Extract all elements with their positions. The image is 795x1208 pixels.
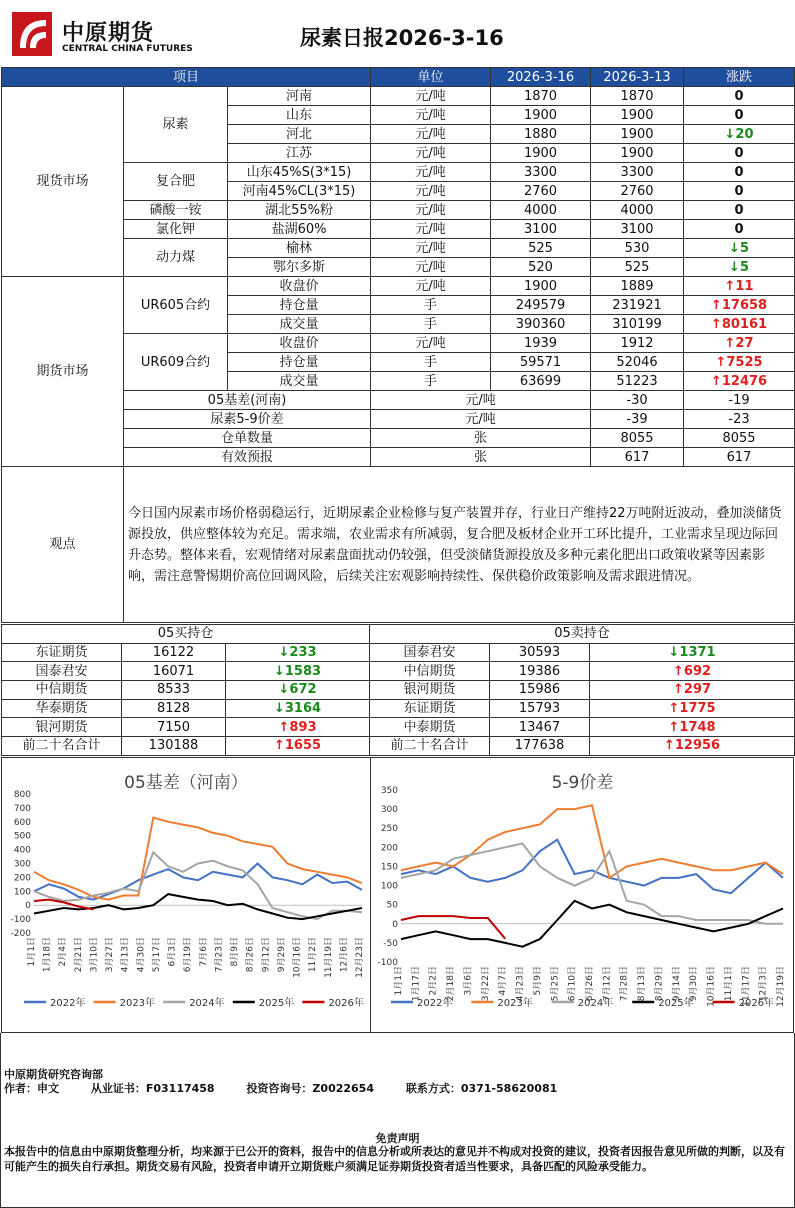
item-name: 收盘价 (228, 334, 371, 353)
x-tick-label: 3月22日 (480, 966, 491, 1002)
x-tick-label: 10月16日 (706, 966, 717, 1007)
group-label: UR609合约 (124, 334, 228, 391)
sell-volume: 177638 (490, 737, 590, 756)
sell-volume: 19386 (490, 662, 590, 681)
buy-volume: 16071 (122, 662, 226, 681)
current-value: -30 (591, 391, 684, 410)
header-change: 涨跌 (684, 68, 795, 87)
x-tick-label: 7月23日 (214, 937, 225, 973)
change-value: 0 (684, 220, 795, 239)
table-row (2, 718, 795, 737)
item-name: 盐湖60% (228, 220, 371, 239)
y-tick-label: 300 (380, 805, 398, 816)
previous-value: 1912 (591, 334, 684, 353)
chart-basis (2, 758, 370, 1032)
current-value: 1939 (491, 334, 591, 353)
previous-value: 3300 (591, 163, 684, 182)
current-value: 390360 (491, 315, 591, 334)
x-tick-label: 9月14日 (671, 966, 682, 1002)
previous-value: 617 (684, 448, 795, 467)
position-table (1, 624, 795, 756)
y-tick-label: 350 (380, 786, 398, 796)
group-label: 动力煤 (124, 239, 228, 277)
buy-change: ↓233 (226, 643, 370, 662)
legend-label: 2026年 (328, 998, 364, 1009)
x-tick-label: 4月7日 (498, 966, 509, 996)
x-tick-label: 11月1日 (723, 966, 734, 1002)
x-tick-label: 8月29日 (654, 966, 665, 1002)
current-value: 617 (591, 448, 684, 467)
y-tick-label: 100 (380, 881, 398, 892)
sell-change: ↑1775 (590, 699, 795, 718)
x-tick-label: 8月13日 (637, 966, 648, 1002)
y-tick-label: 100 (13, 887, 31, 898)
buy-volume: 8533 (122, 681, 226, 700)
buy-broker: 国泰君安 (2, 662, 122, 681)
y-tick-label: -200 (10, 929, 31, 939)
sell-broker: 中泰期货 (370, 718, 490, 737)
x-tick-label: 4月30日 (136, 937, 147, 973)
legend-label: 2022年 (50, 998, 86, 1009)
header-item: 项目 (2, 68, 371, 87)
sell-change: ↑692 (590, 662, 795, 681)
group-label: 磷酸一铵 (124, 201, 228, 220)
current-value: 1900 (491, 144, 591, 163)
series-line (34, 864, 362, 900)
disclaimer-title: 免责声明 (375, 1132, 420, 1145)
view-label: 观点 (2, 467, 124, 623)
sell-title: 05卖持仓 (370, 625, 795, 644)
previous-value: 530 (591, 239, 684, 258)
unit-cell: 手 (371, 353, 491, 372)
x-tick-label: 5月17日 (151, 937, 162, 973)
x-tick-label: 8月9日 (230, 937, 241, 967)
unit-cell: 手 (371, 372, 491, 391)
change-value: ↑12476 (684, 372, 795, 391)
change-value: 0 (684, 106, 795, 125)
table-row (2, 681, 795, 700)
footer-author: 作者：申文 (4, 1082, 59, 1095)
buy-change: ↓672 (226, 681, 370, 700)
chart-title-basis: 05基差（河南） (124, 773, 248, 793)
company-logo-icon (12, 12, 52, 56)
current-value: 3300 (491, 163, 591, 182)
previous-value: 51223 (591, 372, 684, 391)
buy-broker: 华泰期货 (2, 699, 122, 718)
table-row (2, 699, 795, 718)
chart-spread (371, 758, 794, 1032)
previous-value: 1900 (591, 144, 684, 163)
sell-volume: 13467 (490, 718, 590, 737)
legend-label: 2022年 (417, 998, 453, 1009)
previous-value: -23 (684, 410, 795, 429)
y-tick-label: -100 (10, 915, 31, 926)
legend-label: 2024年 (577, 998, 614, 1009)
x-tick-label: 2月2日 (428, 966, 439, 996)
x-tick-label: 4月13日 (120, 937, 131, 973)
y-tick-label: 400 (13, 845, 31, 856)
unit-cell: 手 (371, 296, 491, 315)
x-tick-label: 8月26日 (245, 937, 256, 973)
current-value: 249579 (491, 296, 591, 315)
section-label: 现货市场 (2, 87, 124, 277)
report-header (0, 0, 795, 67)
unit-cell: 元/吨 (371, 144, 491, 163)
disclaimer-text: 本报告中的信息由中原期货整理分析，均来源于已公开的资料，报告中的信息分析或所表达的意见并不构成对投资的建议，投资者因报告意见所做的判断，以及有可能产生的损失自行承担。期货交易有风险，投资者申请开立期货账户须满足证券期货投资者适当性要求，具备匹配的风险承受能力。 (4, 1145, 785, 1173)
sell-broker: 银河期货 (370, 681, 490, 700)
change-value: 0 (684, 144, 795, 163)
previous-value: 1900 (591, 125, 684, 144)
change-value: ↑11 (684, 277, 795, 296)
y-tick-label: -100 (377, 958, 398, 968)
report-title: 尿素日报2026-3-16 (300, 26, 504, 50)
buy-change: ↑893 (226, 718, 370, 737)
buy-broker: 前二十名合计 (2, 737, 122, 756)
current-value: 59571 (491, 353, 591, 372)
series-line (401, 844, 783, 924)
item-name: 榆林 (228, 239, 371, 258)
buy-broker: 银河期货 (2, 718, 122, 737)
footer-org: 中原期货研究咨询部 (4, 1068, 103, 1081)
y-tick-label: 0 (392, 919, 398, 930)
sell-volume: 15793 (490, 699, 590, 718)
table-row (2, 662, 795, 681)
x-tick-label: 12月19日 (776, 966, 786, 1007)
item-name: 山东 (228, 106, 371, 125)
change-value: ↓5 (684, 258, 795, 277)
sell-broker: 东证期货 (370, 699, 490, 718)
previous-value: 310199 (591, 315, 684, 334)
unit-cell: 元/吨 (371, 163, 491, 182)
y-tick-label: 800 (13, 790, 31, 800)
view-row (2, 467, 795, 623)
sell-volume: 15986 (490, 681, 590, 700)
x-tick-label: 12月23日 (355, 937, 365, 978)
x-tick-label: 7月28日 (619, 966, 630, 1002)
unit-cell: 元/吨 (371, 106, 491, 125)
x-tick-label: 9月29日 (276, 937, 287, 973)
previous-value: 52046 (591, 353, 684, 372)
unit-cell: 元/吨 (371, 277, 491, 296)
item-name: 山东45%S(3*15) (228, 163, 371, 182)
chart-basis-svg (2, 758, 370, 1032)
change-value: ↓20 (684, 125, 795, 144)
previous-value: 231921 (591, 296, 684, 315)
change-value: 0 (684, 163, 795, 182)
buy-change: ↑1655 (226, 737, 370, 756)
y-tick-label: 600 (13, 817, 31, 828)
buy-broker: 东证期货 (2, 643, 122, 662)
current-value: 2760 (491, 182, 591, 201)
item-name: 收盘价 (228, 277, 371, 296)
item-name: 尿素5-9价差 (124, 410, 371, 429)
unit-cell: 手 (371, 315, 491, 334)
legend-label: 2023年 (119, 998, 156, 1009)
x-tick-label: 2月21日 (73, 937, 84, 973)
unit-cell: 元/吨 (371, 239, 491, 258)
legend-label: 2025年 (658, 998, 694, 1009)
x-tick-label: 2月4日 (58, 937, 69, 967)
buy-volume: 16122 (122, 643, 226, 662)
sell-change: ↑297 (590, 681, 795, 700)
x-tick-label: 1月17日 (411, 966, 422, 1002)
x-tick-label: 4月23日 (515, 966, 526, 1002)
unit-cell: 元/吨 (371, 334, 491, 353)
view-text: 今日国内尿素市场价格弱稳运行，近期尿素企业检修与复产装置并存，行业日产维持22万吨附近波动，叠加淡储货源投放，供应整体较为充足。需求端，农业需求有所减弱，复合肥及板材企业开工环比提升，工业需求呈现边际回升态势。整体来看，宏观情绪对尿素盘面扰动仍较强，但受淡储货源投放及多种元素化肥出口政策收紧等因素影响，需注意警惕期价高位回调风险，后续关注宏观影响持续性、保供稳价政策影响及需求跟进情况。 (124, 467, 795, 623)
unit-cell: 元/吨 (371, 125, 491, 144)
x-tick-label: 12月3日 (758, 966, 769, 1002)
change-value: ↑27 (684, 334, 795, 353)
current-value: 525 (491, 239, 591, 258)
item-name: 成交量 (228, 315, 371, 334)
sell-volume: 30593 (490, 643, 590, 662)
unit-cell: 张 (371, 448, 591, 467)
footer-advisory: 投资咨询号：Z0022654 (246, 1082, 374, 1095)
item-name: 持仓量 (228, 353, 371, 372)
current-value: 8055 (591, 429, 684, 448)
y-tick-label: 200 (380, 843, 398, 854)
buy-change: ↓1583 (226, 662, 370, 681)
item-name: 湖北55%粉 (228, 201, 371, 220)
item-name: 05基差(河南) (124, 391, 371, 410)
footer-info (4, 1080, 585, 1096)
buy-volume: 8128 (122, 699, 226, 718)
unit-cell: 元/吨 (371, 391, 591, 410)
buy-change: ↓3164 (226, 699, 370, 718)
x-tick-label: 5月25日 (550, 966, 561, 1002)
previous-value: 2760 (591, 182, 684, 201)
unit-cell: 元/吨 (371, 258, 491, 277)
x-tick-label: 11月19日 (323, 937, 334, 978)
unit-cell: 张 (371, 429, 591, 448)
x-tick-label: 1月18日 (42, 937, 53, 973)
x-tick-label: 3月10日 (89, 937, 100, 973)
legend-label: 2026年 (738, 998, 775, 1009)
unit-cell: 元/吨 (371, 201, 491, 220)
item-name: 河南 (228, 87, 371, 106)
group-label: UR605合约 (124, 277, 228, 334)
company-name-en: CENTRAL CHINA FUTURES (62, 44, 193, 54)
footer-cert: 从业证书：F03117458 (90, 1082, 215, 1095)
table-row (2, 737, 795, 756)
change-value: ↑80161 (684, 315, 795, 334)
y-tick-label: 250 (380, 824, 398, 835)
x-tick-label: 7月12日 (602, 966, 613, 1002)
unit-cell: 元/吨 (371, 220, 491, 239)
item-name: 河南45%CL(3*15) (228, 182, 371, 201)
legend-label: 2023年 (497, 998, 533, 1009)
legend-label: 2025年 (258, 998, 295, 1009)
y-tick-label: 50 (386, 900, 398, 911)
current-value: -39 (591, 410, 684, 429)
x-tick-label: 3月6日 (463, 966, 474, 996)
table-row (2, 277, 795, 296)
item-name: 河北 (228, 125, 371, 144)
y-tick-label: 0 (25, 901, 31, 912)
y-tick-label: 200 (13, 873, 31, 884)
series-line (401, 840, 783, 894)
previous-value: -19 (684, 391, 795, 410)
market-table (1, 67, 795, 623)
change-value: 0 (684, 182, 795, 201)
x-tick-label: 6月10日 (567, 966, 578, 1002)
previous-value: 4000 (591, 201, 684, 220)
sell-change: ↑1748 (590, 718, 795, 737)
x-tick-label: 11月2日 (308, 937, 319, 973)
table-row (2, 643, 795, 662)
item-name: 持仓量 (228, 296, 371, 315)
sell-change: ↑12956 (590, 737, 795, 756)
x-tick-label: 9月12日 (261, 937, 272, 973)
x-tick-label: 6月3日 (167, 937, 178, 967)
group-label: 氯化钾 (124, 220, 228, 239)
current-value: 1900 (491, 277, 591, 296)
unit-cell: 元/吨 (371, 410, 591, 429)
y-tick-label: 150 (380, 862, 398, 873)
company-name-cn: 中原期货 (62, 21, 155, 46)
y-tick-label: 300 (13, 859, 31, 870)
current-value: 1870 (491, 87, 591, 106)
previous-value: 8055 (684, 429, 795, 448)
sell-broker: 中信期货 (370, 662, 490, 681)
x-tick-label: 6月19日 (183, 937, 194, 973)
change-value: ↑7525 (684, 353, 795, 372)
x-tick-label: 12月6日 (339, 937, 350, 973)
buy-volume: 7150 (122, 718, 226, 737)
x-tick-label: 10月16日 (292, 937, 303, 978)
previous-value: 1900 (591, 106, 684, 125)
previous-value: 1870 (591, 87, 684, 106)
sell-broker: 国泰君安 (370, 643, 490, 662)
series-line (34, 818, 362, 900)
y-tick-label: 500 (13, 831, 31, 842)
footer-contact: 联系方式：0371-58620081 (405, 1082, 558, 1095)
y-tick-label: 700 (13, 803, 31, 814)
buy-volume: 130188 (122, 737, 226, 756)
item-name: 仓单数量 (124, 429, 371, 448)
buy-title: 05买持仓 (2, 625, 370, 644)
change-value: ↑17658 (684, 296, 795, 315)
x-tick-label: 11月17日 (741, 966, 752, 1007)
x-tick-label: 6月26日 (585, 966, 595, 1002)
item-name: 鄂尔多斯 (228, 258, 371, 277)
item-name: 有效预报 (124, 448, 371, 467)
item-name: 成交量 (228, 372, 371, 391)
legend-label: 2024年 (189, 998, 225, 1009)
x-tick-label: 7月6日 (198, 937, 209, 967)
change-value: 0 (684, 201, 795, 220)
current-value: 1880 (491, 125, 591, 144)
previous-value: 1889 (591, 277, 684, 296)
current-value: 4000 (491, 201, 591, 220)
section-label: 期货市场 (2, 277, 124, 467)
charts-panel (1, 757, 794, 1033)
x-tick-label: 1月1日 (394, 966, 404, 996)
current-value: 63699 (491, 372, 591, 391)
group-label: 尿素 (124, 87, 228, 163)
series-line (401, 805, 783, 878)
previous-value: 525 (591, 258, 684, 277)
chart-title-spread: 5-9价差 (551, 773, 614, 793)
position-header-row (2, 625, 795, 644)
sell-broker: 前二十名合计 (370, 737, 490, 756)
group-label: 复合肥 (124, 163, 228, 201)
x-tick-label: 1月1日 (27, 937, 37, 967)
table-row (2, 87, 795, 106)
current-value: 1900 (491, 106, 591, 125)
header-unit: 单位 (371, 68, 491, 87)
table-header-row (2, 68, 795, 87)
y-tick-label: -50 (383, 938, 398, 949)
footer-frame (0, 1033, 795, 1208)
header-date-current: 2026-3-16 (491, 68, 591, 87)
current-value: 520 (491, 258, 591, 277)
previous-value: 3100 (591, 220, 684, 239)
change-value: 0 (684, 87, 795, 106)
x-tick-label: 5月9日 (532, 966, 543, 996)
header-date-previous: 2026-3-13 (591, 68, 684, 87)
sell-change: ↓1371 (590, 643, 795, 662)
x-tick-label: 3月27日 (105, 937, 116, 973)
unit-cell: 元/吨 (371, 87, 491, 106)
change-value: ↓5 (684, 239, 795, 258)
buy-broker: 中信期货 (2, 681, 122, 700)
unit-cell: 元/吨 (371, 182, 491, 201)
current-value: 3100 (491, 220, 591, 239)
x-tick-label: 9月30日 (689, 966, 700, 1002)
x-tick-label: 2月18日 (446, 966, 457, 1002)
item-name: 江苏 (228, 144, 371, 163)
chart-spread-svg (371, 758, 794, 1032)
